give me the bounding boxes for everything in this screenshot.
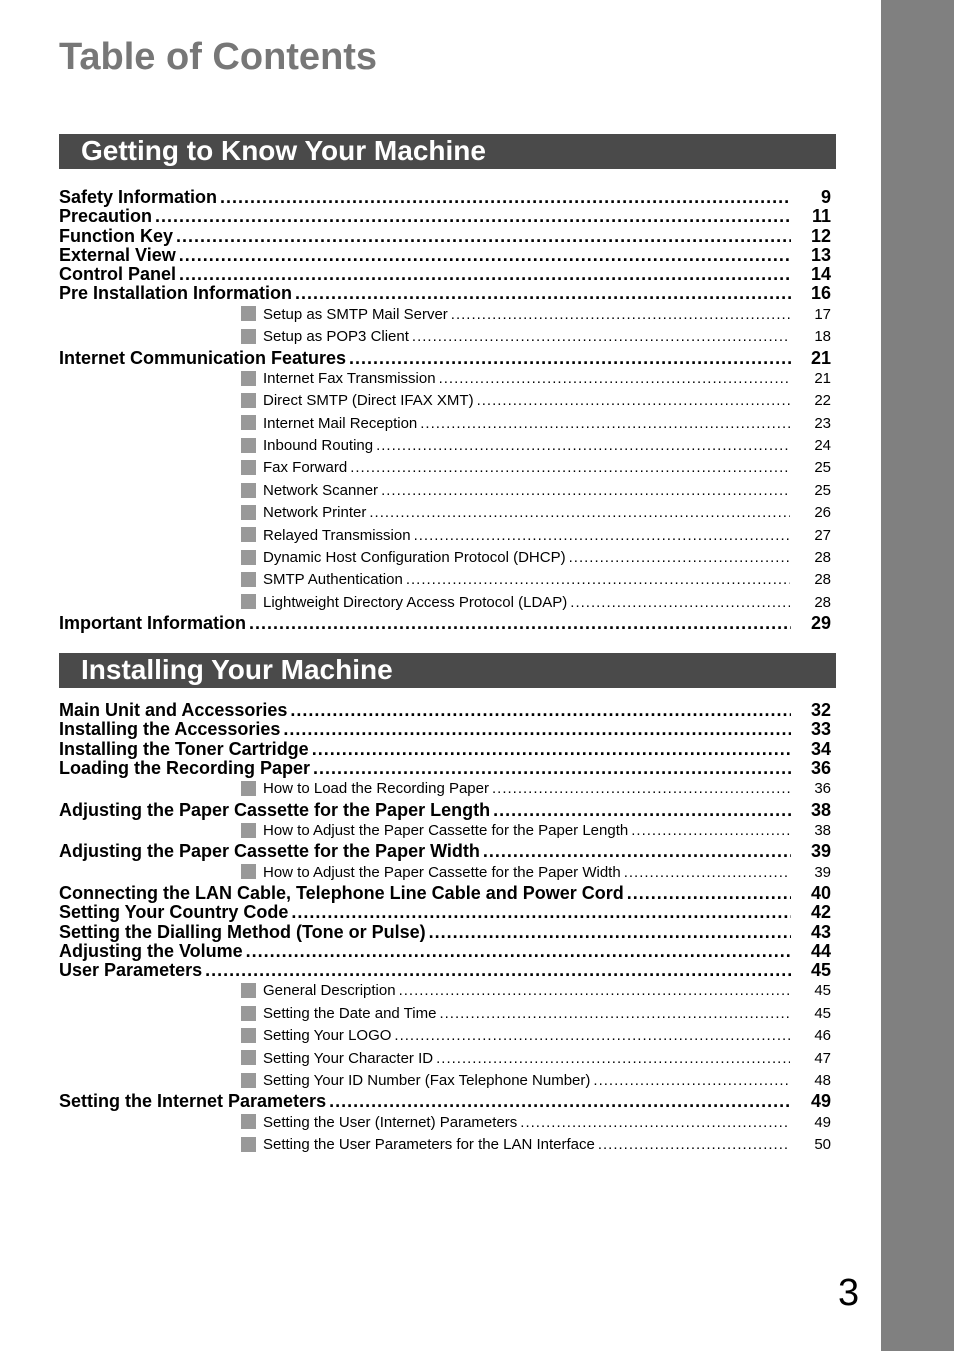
toc-page-number: 33 <box>810 720 831 740</box>
toc-subentry[interactable] <box>241 980 831 1002</box>
square-bullet-icon <box>241 527 256 542</box>
toc-entry[interactable] <box>59 246 831 265</box>
toc-page-number: 21 <box>810 348 831 368</box>
square-bullet-icon <box>241 1028 256 1043</box>
toc-entry[interactable] <box>59 349 831 368</box>
toc-entry-label: Setup as SMTP Mail Server <box>263 305 448 323</box>
dot-leader <box>290 701 791 720</box>
toc-subentry[interactable] <box>241 390 831 412</box>
toc-entry-label: How to Adjust the Paper Cassette for the Paper Length <box>263 821 629 839</box>
toc-page-number: 13 <box>810 245 831 265</box>
dot-leader <box>399 980 790 1002</box>
toc-entry[interactable] <box>59 842 831 861</box>
dot-leader <box>627 884 791 903</box>
dot-leader <box>249 614 791 633</box>
toc-entry-label: Setting the Date and Time <box>263 1004 437 1022</box>
toc-page-number: 39 <box>810 842 831 862</box>
toc-entry-label: Installing the Toner Cartridge <box>59 739 309 759</box>
toc-list-installing <box>59 701 831 1156</box>
dot-leader <box>429 923 791 942</box>
toc-page-number: 29 <box>810 614 831 634</box>
toc-page-number: 48 <box>814 1072 831 1089</box>
square-bullet-icon <box>241 415 256 430</box>
toc-entry[interactable] <box>59 614 831 633</box>
toc-entry[interactable] <box>59 207 831 226</box>
toc-page-number: 38 <box>810 800 831 820</box>
dot-leader <box>369 502 790 524</box>
toc-entry[interactable] <box>59 701 831 720</box>
dot-leader <box>451 304 790 326</box>
toc-entry[interactable] <box>59 284 831 303</box>
toc-subentry[interactable] <box>241 480 831 502</box>
toc-page-number: 49 <box>814 1113 831 1131</box>
toc-entry-label: Setting Your ID Number (Fax Telephone Number) <box>263 1072 591 1089</box>
toc-page-number: 25 <box>814 459 831 477</box>
toc-subentry[interactable] <box>241 547 831 569</box>
dot-leader <box>624 862 790 884</box>
toc-entry-label: Adjusting the Volume <box>59 941 243 961</box>
toc-page-number: 12 <box>810 226 831 246</box>
toc-entry-label: Relayed Transmission <box>263 526 411 544</box>
square-bullet-icon <box>241 329 256 344</box>
toc-entry-label: Adjusting the Paper Cassette for the Paper Length <box>59 800 491 820</box>
toc-subentry[interactable] <box>241 1003 831 1025</box>
square-bullet-icon <box>241 550 256 565</box>
toc-page-number: 32 <box>810 701 831 720</box>
toc-entry-label: Control Panel <box>59 265 177 285</box>
toc-entry-label: SMTP Authentication <box>263 571 403 589</box>
toc-entry-label: Network Printer <box>263 504 367 522</box>
toc-entry-label: Installing the Accessories <box>59 720 281 740</box>
toc-entry-label: How to Load the Recording Paper <box>263 780 489 798</box>
toc-page-number: 40 <box>810 883 831 903</box>
toc-page-number: 36 <box>810 758 831 778</box>
toc-entry-label: How to Adjust the Paper Cassette for the Paper Width <box>263 863 621 881</box>
toc-subentry[interactable] <box>241 413 831 435</box>
toc-entry-label: Setting Your LOGO <box>263 1027 392 1045</box>
dot-leader <box>570 592 790 614</box>
square-bullet-icon <box>241 1114 256 1129</box>
toc-entry-label: Fax Forward <box>263 459 348 477</box>
toc-page-number: 21 <box>814 369 831 387</box>
toc-entry-label: Setting the User Parameters for the LAN Interface <box>263 1136 595 1154</box>
toc-entry-label: Setting the Internet Parameters <box>59 1092 327 1112</box>
toc-page-number: 45 <box>814 1004 831 1022</box>
dot-leader <box>381 480 790 502</box>
dot-leader <box>179 246 791 265</box>
toc-entry-label: Pre Installation Information <box>59 284 293 304</box>
toc-entry-label: Direct SMTP (Direct IFAX XMT) <box>263 392 474 410</box>
toc-page-number: 17 <box>814 305 831 323</box>
toc-entry[interactable] <box>59 942 831 961</box>
dot-leader <box>312 740 791 759</box>
toc-subentry[interactable] <box>241 1112 831 1134</box>
toc-entry-label: Main Unit and Accessories <box>59 701 288 720</box>
dot-leader <box>406 569 790 591</box>
toc-subentry[interactable] <box>241 862 831 884</box>
square-bullet-icon <box>241 371 256 386</box>
square-bullet-icon <box>241 1073 256 1088</box>
toc-entry-label: Setting the User (Internet) Parameters <box>263 1113 518 1131</box>
toc-entry-label: Precaution <box>59 207 153 227</box>
toc-subentry[interactable] <box>241 525 831 547</box>
dot-leader <box>569 547 790 569</box>
toc-entry-label: Setting the Dialling Method (Tone or Pulse) <box>59 922 426 942</box>
section-heading-getting-to-know: Getting to Know Your Machine <box>59 134 836 169</box>
page-title: Table of Contents <box>59 36 378 78</box>
toc-subentry[interactable] <box>241 1048 831 1070</box>
toc-entry[interactable] <box>59 759 831 778</box>
toc-page-number: 26 <box>814 504 831 522</box>
toc-entry[interactable] <box>59 227 831 246</box>
toc-page-number: 18 <box>814 328 831 346</box>
square-bullet-icon <box>241 505 256 520</box>
toc-page-number: 38 <box>814 821 831 839</box>
toc-page-number: 23 <box>814 414 831 432</box>
toc-subentry[interactable] <box>241 435 831 457</box>
dot-leader <box>593 1070 790 1092</box>
toc-page-number: 28 <box>814 548 831 566</box>
dot-leader <box>313 759 791 778</box>
toc-subentry[interactable] <box>241 569 831 591</box>
toc-subentry[interactable] <box>241 820 831 842</box>
toc-subentry[interactable] <box>241 304 831 326</box>
dot-leader <box>350 457 790 479</box>
dot-leader <box>492 778 790 800</box>
square-bullet-icon <box>241 306 256 321</box>
toc-entry[interactable] <box>59 961 831 980</box>
square-bullet-icon <box>241 393 256 408</box>
page-edge-tab <box>881 0 954 1351</box>
dot-leader <box>179 265 791 284</box>
toc-entry-label: Setting Your Character ID <box>263 1049 434 1067</box>
toc-entry-label: Loading the Recording Paper <box>59 758 311 778</box>
toc-entry-label: Internet Fax Transmission <box>263 369 436 387</box>
dot-leader <box>394 1025 790 1047</box>
dot-leader <box>155 207 791 226</box>
toc-entry-label: Inbound Routing <box>263 437 374 455</box>
dot-leader <box>414 525 790 547</box>
toc-page-number: 34 <box>810 739 831 759</box>
toc-entry-label: Important Information <box>59 614 246 634</box>
square-bullet-icon <box>241 823 256 838</box>
toc-page-number: 43 <box>810 922 831 942</box>
dot-leader <box>291 903 791 922</box>
toc-entry-label: Function Key <box>59 226 174 246</box>
toc-subentry[interactable] <box>241 1070 831 1092</box>
toc-page-number: 45 <box>814 982 831 1000</box>
toc-entry-label: Internet Mail Reception <box>263 414 418 432</box>
square-bullet-icon <box>241 781 256 796</box>
dot-leader <box>420 413 790 435</box>
square-bullet-icon <box>241 572 256 587</box>
dot-leader <box>598 1134 790 1156</box>
toc-page-number: 44 <box>810 941 831 961</box>
page-number: 3 <box>838 1272 860 1314</box>
dot-leader <box>477 390 790 412</box>
toc-subentry[interactable] <box>241 457 831 479</box>
toc-entry-label: Lightweight Directory Access Protocol (LDAP) <box>263 593 568 611</box>
toc-page-number: 24 <box>814 437 831 455</box>
toc-page-number: 50 <box>814 1136 831 1154</box>
toc-page-number: 36 <box>814 780 831 798</box>
toc-page-number: 14 <box>810 265 831 285</box>
toc-subentry[interactable] <box>241 778 831 800</box>
toc-entry-label: Connecting the LAN Cable, Telephone Line Cable and Power Cord <box>59 883 624 903</box>
dot-leader <box>246 942 791 961</box>
toc-subentry[interactable] <box>241 502 831 524</box>
toc-page-number: 28 <box>814 571 831 589</box>
section-heading-installing: Installing Your Machine <box>59 653 836 688</box>
toc-subentry[interactable] <box>241 592 831 614</box>
toc-entry-label: Network Scanner <box>263 481 379 499</box>
toc-entry[interactable] <box>59 720 831 739</box>
dot-leader <box>283 720 791 739</box>
toc-page-number: 42 <box>810 903 831 923</box>
toc-entry[interactable] <box>59 265 831 284</box>
toc-entry-label: Setting Your Country Code <box>59 903 289 923</box>
dot-leader <box>631 820 790 842</box>
dot-leader <box>520 1112 790 1134</box>
dot-leader <box>220 188 791 207</box>
toc-subentry[interactable] <box>241 368 831 390</box>
dot-leader <box>205 961 791 980</box>
dot-leader <box>412 326 790 348</box>
toc-page-number: 25 <box>814 481 831 499</box>
toc-page-number: 16 <box>810 284 831 304</box>
dot-leader <box>349 349 791 368</box>
square-bullet-icon <box>241 983 256 998</box>
toc-entry[interactable] <box>59 903 831 922</box>
toc-subentry[interactable] <box>241 1134 831 1156</box>
dot-leader <box>436 1048 790 1070</box>
toc-page-number: 9 <box>820 188 831 207</box>
toc-entry-label: Adjusting the Paper Cassette for the Paper Width <box>59 842 480 862</box>
square-bullet-icon <box>241 438 256 453</box>
dot-leader <box>376 435 790 457</box>
toc-page-number: 46 <box>814 1027 831 1045</box>
toc-entry[interactable] <box>59 1092 831 1111</box>
toc-entry-label: Safety Information <box>59 188 218 207</box>
square-bullet-icon <box>241 483 256 498</box>
toc-entry[interactable] <box>59 188 831 207</box>
toc-entry-label: Internet Communication Features <box>59 348 347 368</box>
toc-entry[interactable] <box>59 884 831 903</box>
square-bullet-icon <box>241 460 256 475</box>
toc-entry[interactable] <box>59 923 831 942</box>
toc-page-number: 45 <box>810 961 831 981</box>
dot-leader <box>493 801 791 820</box>
toc-entry-label: External View <box>59 245 176 265</box>
toc-entry[interactable] <box>59 740 831 759</box>
toc-entry-label: General Description <box>263 982 396 1000</box>
dot-leader <box>295 284 791 303</box>
dot-leader <box>329 1092 791 1111</box>
toc-entry[interactable] <box>59 801 831 820</box>
square-bullet-icon <box>241 1137 256 1152</box>
toc-subentry[interactable] <box>241 326 831 348</box>
toc-page-number: 11 <box>811 207 831 227</box>
toc-page-number: 49 <box>810 1092 831 1112</box>
toc-subentry[interactable] <box>241 1025 831 1047</box>
dot-leader <box>176 227 791 246</box>
dot-leader <box>439 1003 790 1025</box>
toc-page-number: 27 <box>814 526 831 544</box>
square-bullet-icon <box>241 1050 256 1065</box>
toc-entry-label: Setup as POP3 Client <box>263 328 409 346</box>
dot-leader <box>439 368 790 390</box>
dot-leader <box>483 842 791 861</box>
square-bullet-icon <box>241 1006 256 1021</box>
toc-entry-label: User Parameters <box>59 961 203 981</box>
toc-page-number: 39 <box>814 863 831 881</box>
toc-list-getting-to-know <box>59 188 831 633</box>
square-bullet-icon <box>241 594 256 609</box>
square-bullet-icon <box>241 864 256 879</box>
toc-entry-label: Dynamic Host Configuration Protocol (DHCP) <box>263 548 566 566</box>
toc-page-number: 47 <box>814 1049 831 1067</box>
toc-page-number: 28 <box>814 593 831 611</box>
toc-page-number: 22 <box>814 392 831 410</box>
